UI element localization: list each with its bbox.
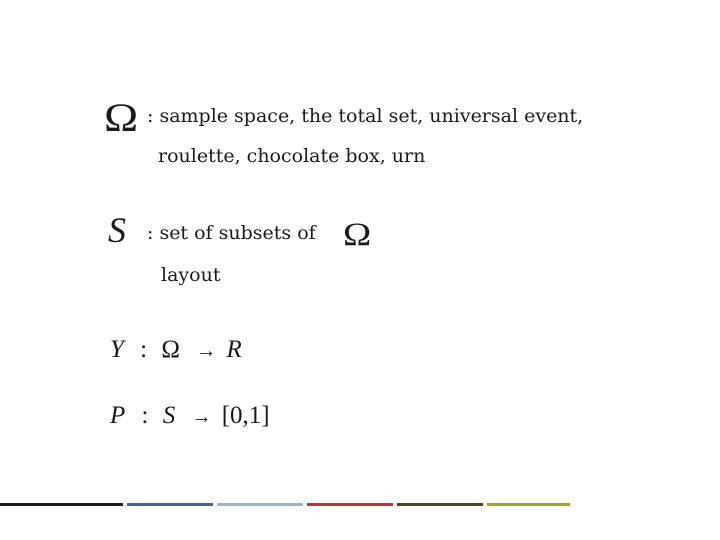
formula-y-codomain: R <box>226 336 242 363</box>
formula-y-domain: Ω <box>161 336 180 363</box>
formula-y-lhs: Y <box>110 336 124 363</box>
omega-symbol-inline: Ω <box>343 217 372 253</box>
footer-bar-2 <box>127 503 213 506</box>
footer-bar-6 <box>487 503 570 506</box>
s-definition-line2: layout <box>161 264 221 286</box>
formula-y-arrow: → <box>196 340 217 362</box>
formula-p-arrow: → <box>191 406 212 428</box>
footer-bar-4 <box>307 503 393 506</box>
formula-p-domain: S <box>162 402 176 429</box>
formula-p-colon: : <box>141 402 149 429</box>
footer-bar-5 <box>397 503 483 506</box>
s-symbol: S <box>108 210 126 250</box>
formula-p-lhs: P <box>110 402 126 429</box>
formula-p-codomain: [0,1] <box>221 402 270 429</box>
formula-y-colon: : <box>140 336 148 363</box>
omega-definition-line2: roulette, chocolate box, urn <box>158 145 426 167</box>
omega-symbol: Ω <box>104 95 139 140</box>
formula-p <box>110 403 270 428</box>
formula-y <box>110 337 242 362</box>
footer-bar-3 <box>217 503 303 506</box>
omega-definition-line1: : sample space, the total set, universal event, <box>147 105 584 127</box>
footer-bar-1 <box>0 503 123 506</box>
s-definition-line1: : set of subsets of <box>147 222 316 244</box>
